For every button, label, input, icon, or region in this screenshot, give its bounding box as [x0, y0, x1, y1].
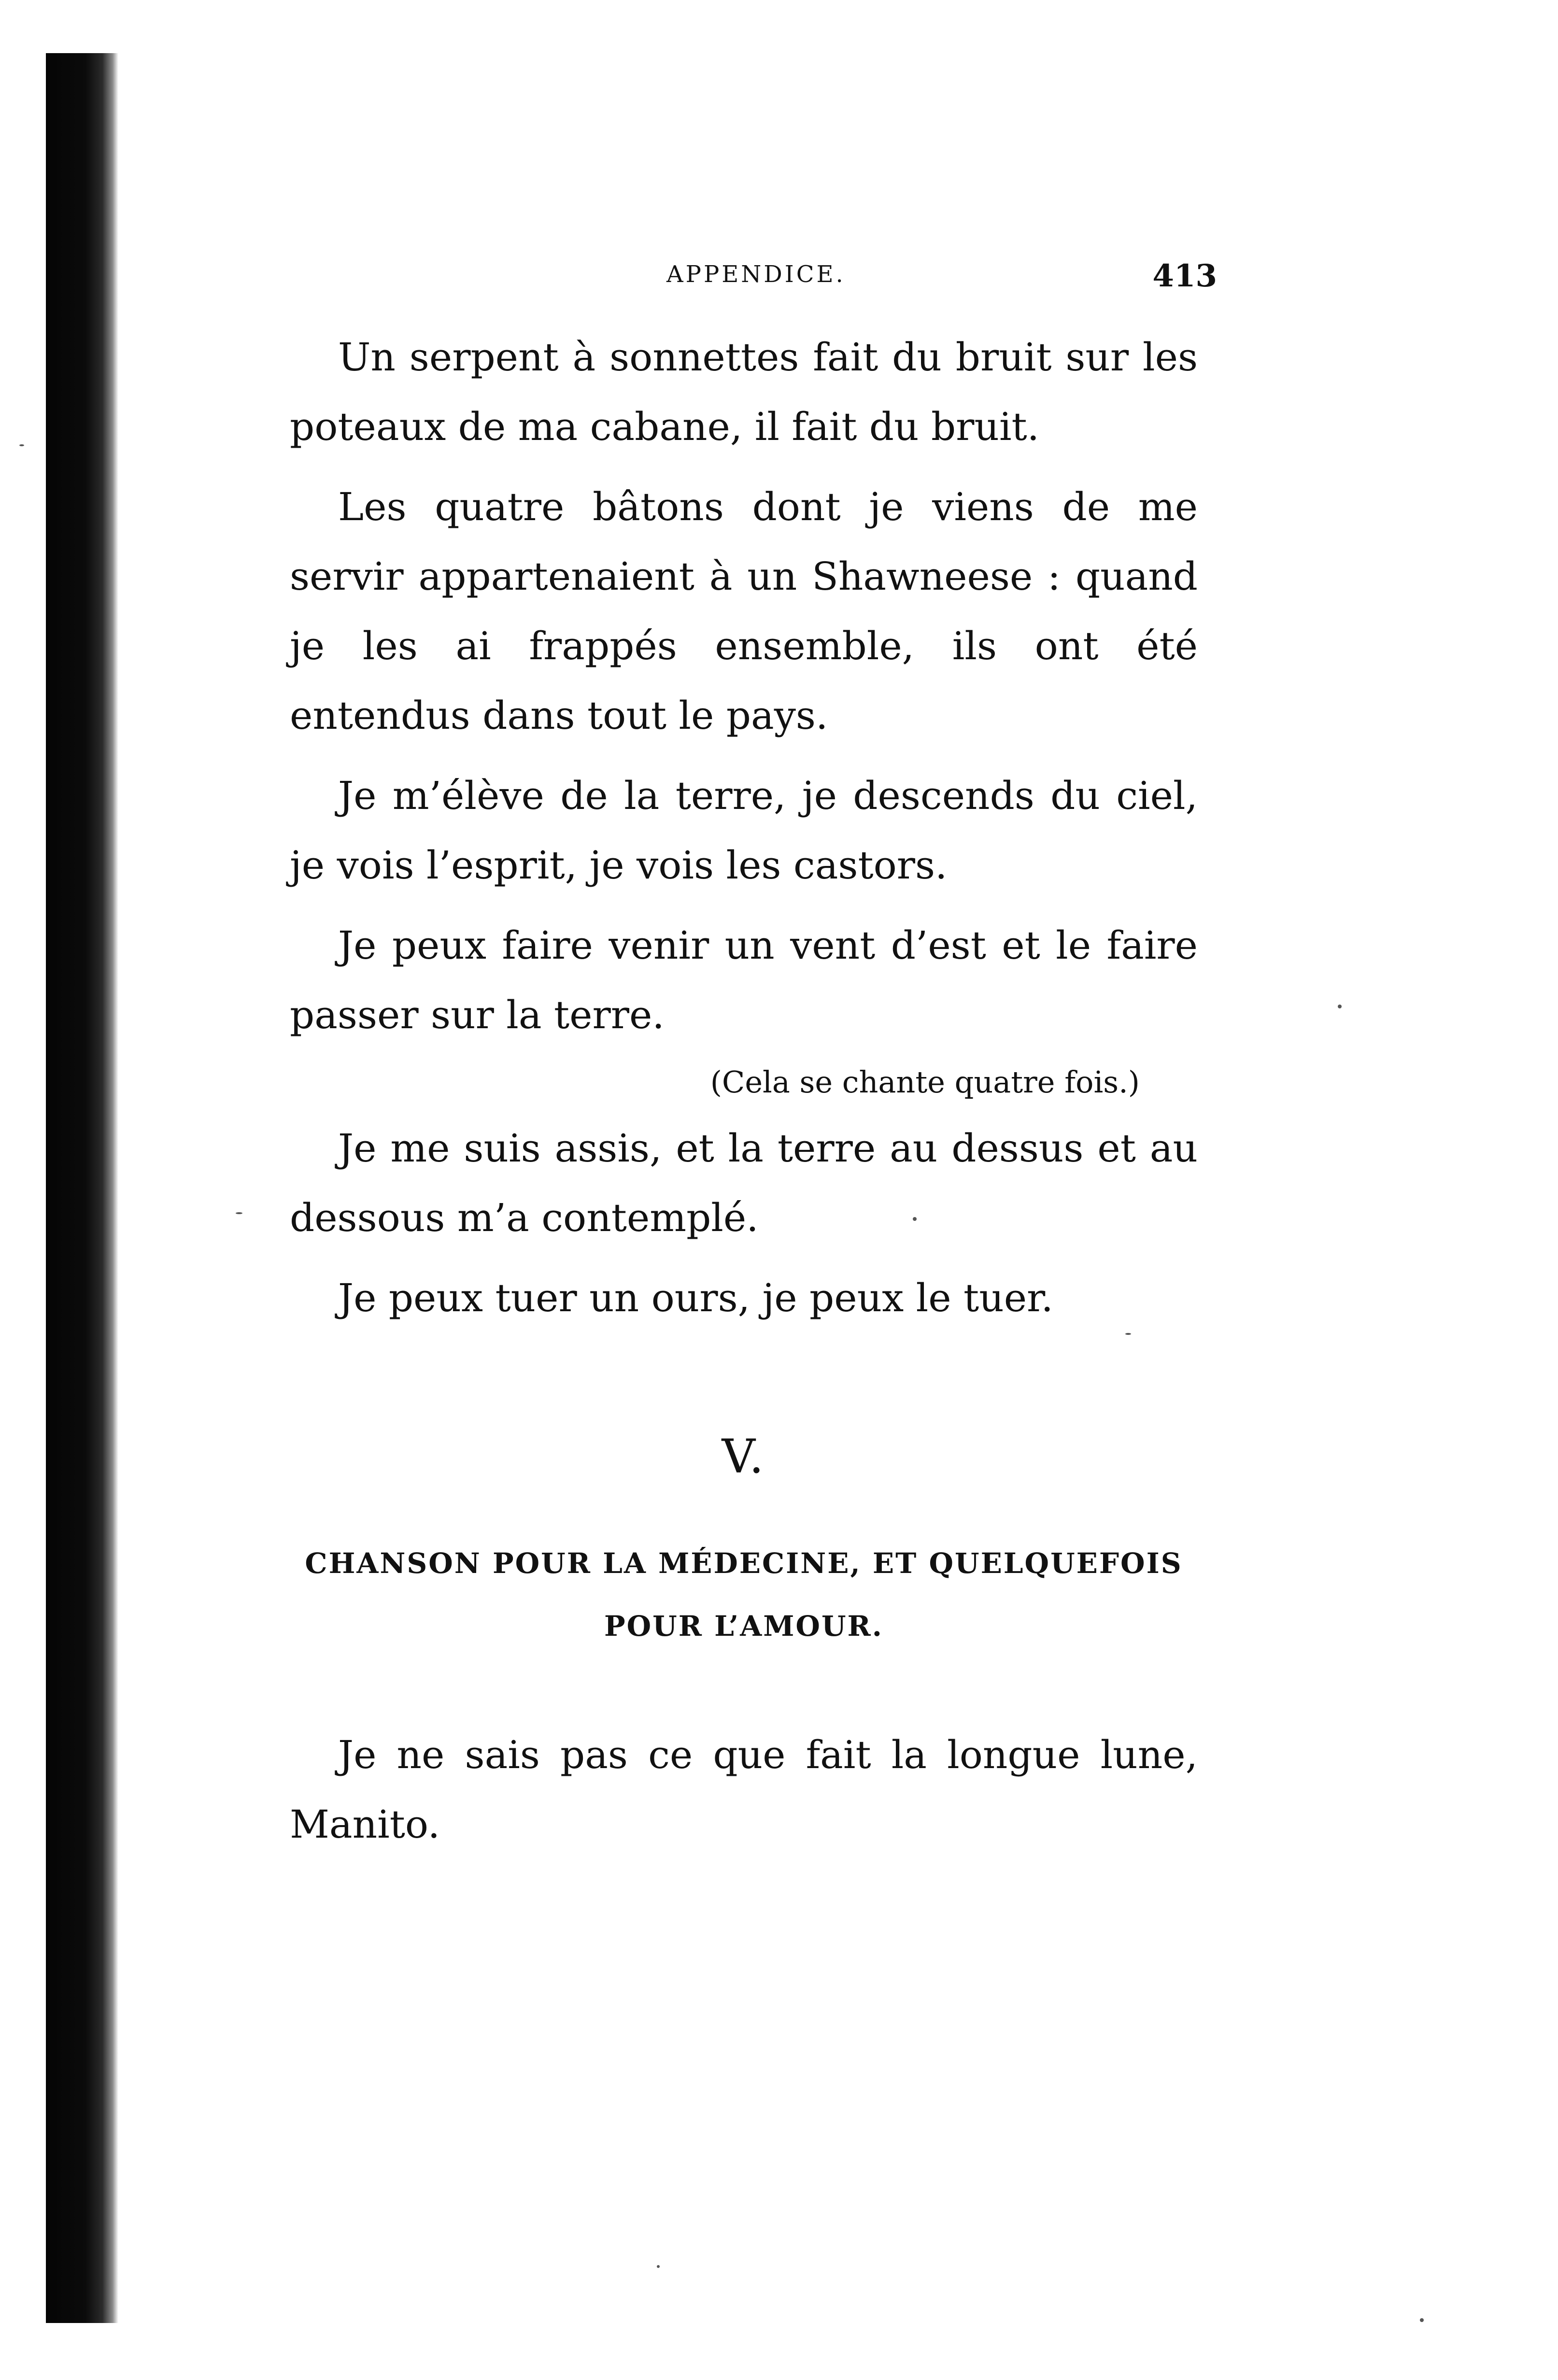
speck — [1420, 2318, 1424, 2322]
section-title-line: CHANSON POUR LA MÉDECINE, ET QUELQUEFOIS — [305, 1547, 1183, 1580]
speck — [236, 1212, 242, 1214]
speck — [1125, 1333, 1131, 1335]
speck — [657, 2265, 660, 2268]
section-title — [290, 1532, 1198, 1658]
speck — [19, 444, 24, 446]
paragraph: Je ne sais pas ce que fait la longue lune, Manito. — [290, 1732, 1198, 1847]
paragraph: Un serpent à sonnettes fait du bruit sur les poteaux de ma cabane, il fait du bruit. — [290, 335, 1198, 449]
speck — [1338, 1005, 1342, 1008]
speck — [913, 1217, 917, 1221]
paragraph: Les quatre bâtons dont je viens de me servir appartenaient à un Shawneese : quand je les ai frappés ensemble, ils ont été entendus dans tout le pays. — [290, 484, 1198, 738]
paragraph: Je m’élève de la terre, je descends du ciel, je vois l’esprit, je vois les castors. — [290, 773, 1198, 888]
section-title-line: POUR L’AMOUR. — [604, 1610, 883, 1643]
stage-note: (Cela se chante quatre fois.) — [710, 1064, 1140, 1100]
running-head: APPENDICE. — [666, 261, 846, 288]
binding-shadow — [46, 53, 118, 2323]
page-number: 413 — [1152, 258, 1217, 294]
paragraph: Je peux faire venir un vent d’est et le faire passer sur la terre. — [290, 923, 1198, 1037]
paragraph: Je me suis assis, et la terre au dessus et au dessous m’a contemplé. — [290, 1126, 1198, 1240]
page-header — [290, 258, 1217, 304]
section-number: V. — [722, 1430, 766, 1484]
body-text — [290, 323, 1198, 1870]
paragraph: Je peux tuer un ours, je peux le tuer. — [338, 1275, 1053, 1320]
